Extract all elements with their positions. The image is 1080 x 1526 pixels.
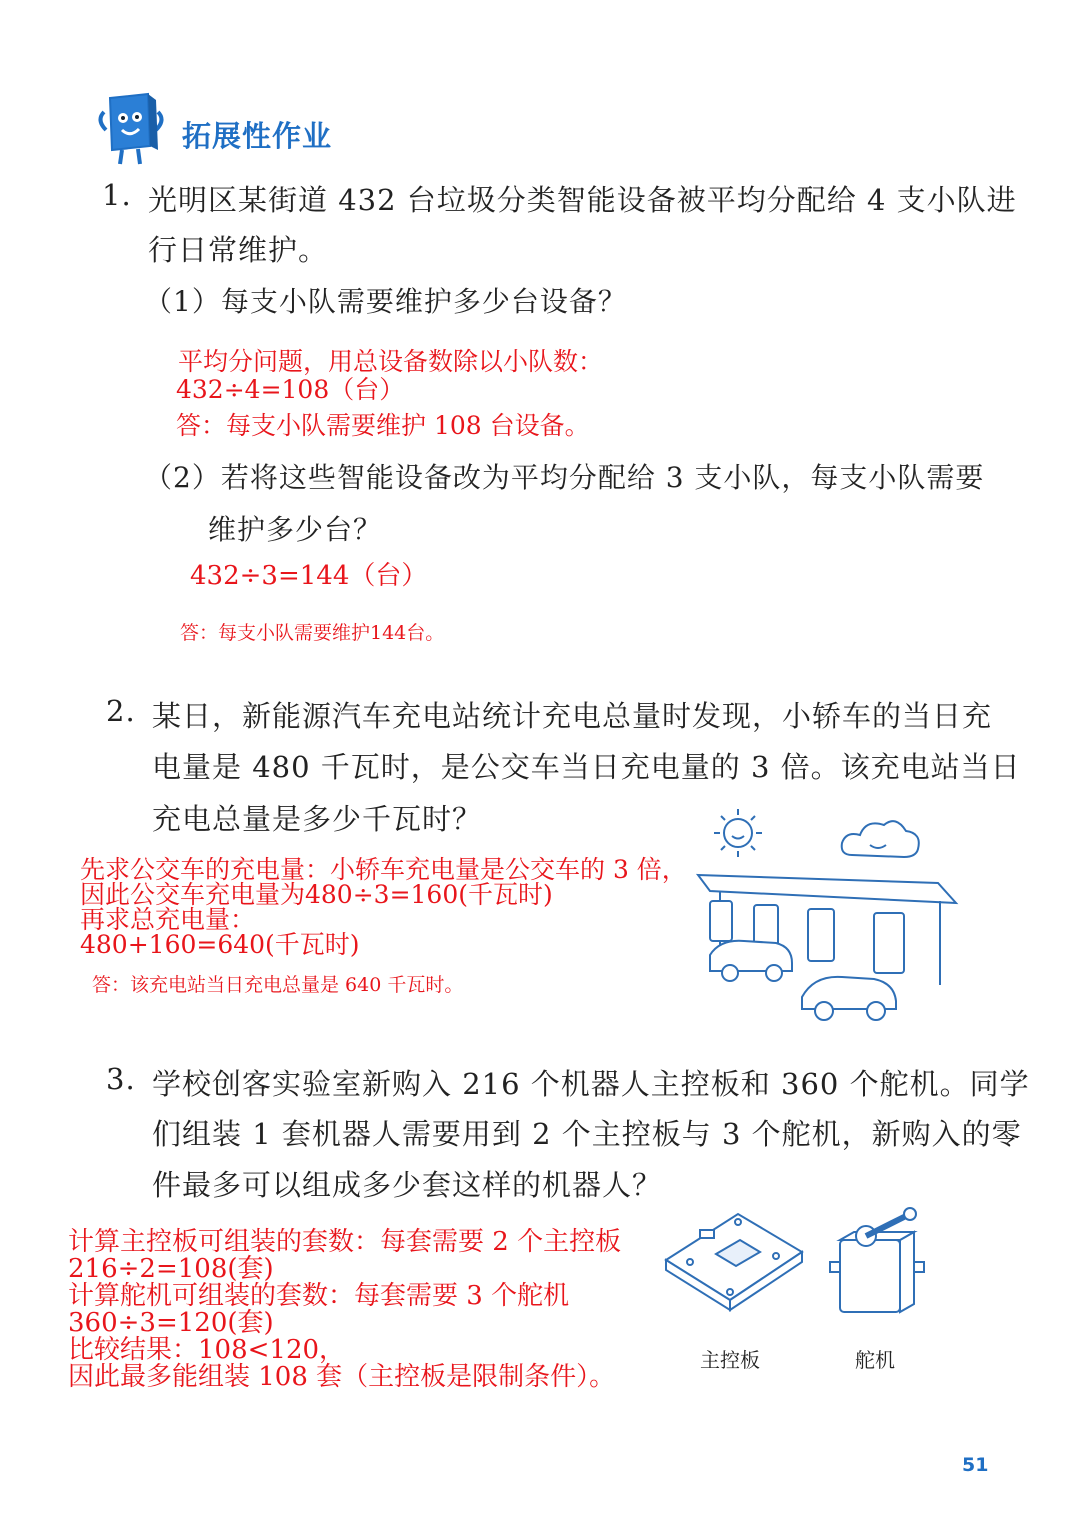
q3-answer-line3: 计算舵机可组装的套数：每套需要 3 个舵机 [68,1281,570,1311]
q2-line3: 充电总量是多少千瓦时？ [152,802,483,836]
cloud-icon [842,821,919,857]
section-title: 拓展性作业 [182,119,333,153]
control-board-icon [660,1200,810,1330]
q1-part2-line2: 维护多少台？ [208,513,383,546]
q2-answer-line3: 再求总充电量： [80,905,256,934]
q1-part2-line1: （2）若将这些智能设备改为平均分配给 3 支小队，每支小队需要 [144,461,985,494]
servo-icon [826,1200,936,1330]
q3-answer-line2: 216÷2=108(套) [68,1254,274,1284]
q2-number: 2. [106,694,136,728]
q1-answer2-line2: 答：每支小队需要维护144台。 [180,622,445,644]
charging-station-illustration [690,805,970,1025]
q1-line1: 光明区某街道 432 台垃圾分类智能设备被平均分配给 4 支小队进 [148,183,1017,217]
q2-answer-line5: 答：该充电站当日充电总量是 640 千瓦时。 [92,974,464,996]
q3-line2: 们组装 1 套机器人需要用到 2 个主控板与 3 个舵机，新购入的零 [152,1117,1022,1151]
q2-answer-line2: 因此公交车充电量为480÷3=160(千瓦时) [80,880,553,909]
q1-part1: （1）每支小队需要维护多少台设备？ [144,285,627,318]
sun-icon [714,809,762,857]
q3-line3: 件最多可以组成多少套这样的机器人？ [152,1168,663,1202]
q2-line1: 某日，新能源汽车充电站统计充电总量时发现，小轿车的当日充 [152,699,993,733]
q3-answer-line4: 360÷3=120(套) [68,1308,274,1338]
page-number: 51 [962,1454,989,1476]
q3-answer-line6: 因此最多能组装 108 套（主控板是限制条件）。 [68,1362,616,1392]
q1-number: 1. [102,178,132,212]
servo-label: 舵机 [855,1348,895,1372]
q1-line2: 行日常维护。 [148,233,329,267]
q1-answer1-line2: 432÷4=108（台） [176,375,405,404]
q2-answer-line4: 480+160=640(千瓦时) [80,930,360,959]
q1-answer1-line1: 平均分问题，用总设备数除以小队数： [178,347,604,376]
q3-number: 3. [106,1062,136,1096]
q2-answer-line1: 先求公交车的充电量：小轿车充电量是公交车的 3 倍， [80,855,687,884]
book-mascot-icon [92,90,172,170]
q1-answer2-line1: 432÷3=144（台） [190,561,428,591]
q3-answer-line1: 计算主控板可组装的套数：每套需要 2 个主控板 [68,1227,622,1257]
control-board-label: 主控板 [700,1348,760,1372]
q1-answer1-line3: 答：每支小队需要维护 108 台设备。 [176,411,590,440]
q3-answer-line5: 比较结果：108<120， [68,1335,346,1365]
q2-line2: 电量是 480 千瓦时，是公交车当日充电量的 3 倍。该充电站当日 [152,750,1021,784]
q3-line1: 学校创客实验室新购入 216 个机器人主控板和 360 个舵机。同学 [152,1067,1030,1101]
